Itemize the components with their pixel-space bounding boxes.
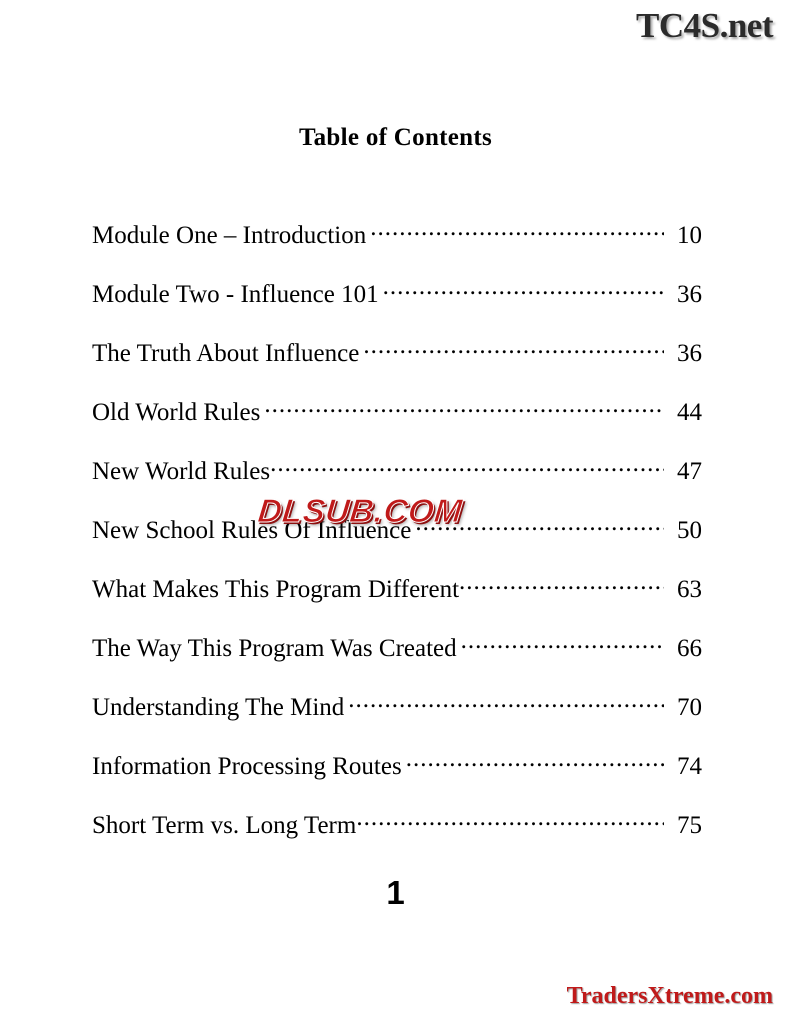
toc-entry[interactable] [92,218,702,277]
toc-entry[interactable] [92,572,702,631]
toc-entry-page: 10 [677,222,702,249]
toc-entry-page: 47 [677,458,702,485]
toc-entry-page: 66 [677,635,702,662]
toc-leader-dots [406,749,664,774]
toc-entry-page: 50 [677,517,702,544]
toc-entry-label: Old World Rules [92,399,261,426]
toc-leader-dots [264,395,664,420]
page-number: 1 [386,874,405,911]
toc-entry[interactable] [92,690,702,749]
toc-leader-dots [363,336,664,361]
toc-entry-label: The Way This Program Was Created [92,635,457,662]
toc-leader-dots [356,808,664,833]
toc-entry-label: Information Processing Routes [92,753,402,780]
toc-leader-dots [383,277,664,302]
toc-entry-page: 36 [677,281,702,308]
bottom-right-watermark: TradersXtreme.com [566,983,773,1009]
toc-leader-dots [459,572,664,597]
toc-entry[interactable] [92,395,702,454]
toc-leader-dots [348,690,664,715]
toc-leader-dots [370,218,664,243]
toc-entry[interactable] [92,277,702,336]
center-stamp-watermark: DLSUB.COM [256,492,465,529]
toc-entry-label: The Truth About Influence [92,340,360,367]
toc-entry[interactable] [92,336,702,395]
toc-leader-dots [270,454,664,479]
toc-entry-label: New World Rules [92,458,271,485]
toc-entry-page: 70 [677,694,702,721]
toc-entry-label: Understanding The Mind [92,694,345,721]
toc-entry-page: 63 [677,576,702,603]
toc-entry[interactable] [92,749,702,808]
toc-entry-label: Module One – Introduction [92,222,367,249]
toc-entry-page: 44 [677,399,702,426]
top-right-watermark: TC4S.net [636,6,773,45]
toc-entry[interactable] [92,631,702,690]
page-title: Table of Contents [298,124,493,151]
toc-entry-label: What Makes This Program Different [92,576,460,603]
toc-entry-label: Module Two - Influence 101 [92,281,379,308]
toc-entry-label: Short Term vs. Long Term [92,812,357,839]
toc-entry-page: 36 [677,340,702,367]
toc-entry-page: 74 [677,753,702,780]
toc-leader-dots [461,631,664,656]
toc-entry-label: New School Rules Of Influence [92,517,412,544]
table-of-contents-list [92,218,702,867]
toc-entry-page: 75 [677,812,702,839]
toc-entry[interactable] [92,808,702,867]
